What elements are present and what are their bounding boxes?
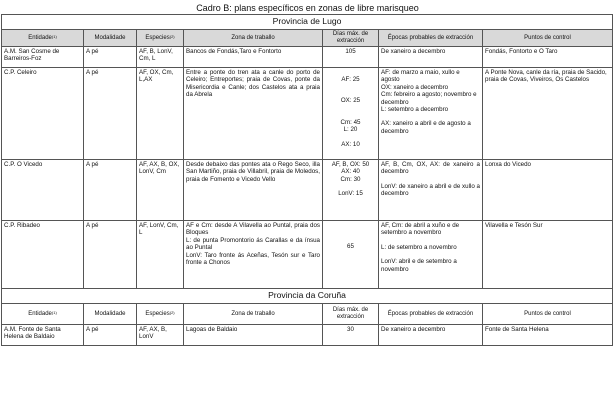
- cell-epocas: [379, 221, 483, 289]
- dias-item: AF, B, OX: 50: [331, 161, 370, 168]
- table-row: [2, 325, 613, 346]
- table-row: [2, 68, 613, 160]
- dias-item: L: 20: [343, 126, 358, 134]
- cell-modalidade: A pé: [84, 221, 137, 289]
- cell-entidade: A.M. Fonte de Santa Helena de Baldaio: [2, 325, 84, 346]
- cell-modalidade: A pé: [84, 68, 137, 160]
- header-entidade-label: Entidade: [28, 310, 52, 317]
- header-modalidade: Modalidade: [84, 304, 137, 325]
- cell-modalidade: A pé: [84, 325, 137, 346]
- cell-epocas: De xaneiro a decembro: [379, 325, 483, 346]
- epocas-item: AF, Cm: de abril a xuño e de setembro a novembro: [381, 222, 460, 237]
- cell-puntos: Fondás, Fontorto e O Taro: [483, 47, 613, 68]
- dias-item: LonV: 15: [338, 190, 363, 198]
- epocas-item: L: de setembro a novembro: [381, 243, 457, 251]
- dias-item: 65: [347, 243, 354, 250]
- province-title-lugo: Provincia de Lugo: [2, 15, 613, 30]
- header-modalidade: Modalidade: [84, 30, 137, 47]
- cell-dias: [323, 160, 379, 221]
- table-row: [2, 221, 613, 289]
- header-entidade: [2, 30, 84, 47]
- cell-dias: 30: [323, 325, 379, 346]
- header-zona: Zona de traballo: [184, 30, 323, 47]
- header-puntos: Puntos de control: [483, 30, 613, 47]
- header-entidade-label: Entidade: [28, 34, 52, 41]
- epocas-item: LonV: de xaneiro a abril e de xullo a decembro: [381, 182, 480, 198]
- province-header-lugo: [2, 15, 613, 30]
- cell-especies: AF, B, LonV, Cm, L: [137, 47, 184, 68]
- cell-modalidade: A pé: [84, 47, 137, 68]
- cell-entidade: C.P. O Vicedo: [2, 160, 84, 221]
- header-dias: Días máx. de extracción: [323, 30, 379, 47]
- cell-modalidade: A pé: [84, 160, 137, 221]
- cell-puntos: Vilavella e Tesón Sur: [483, 221, 613, 289]
- header-puntos: Puntos de control: [483, 304, 613, 325]
- epocas-item: OX: xaneiro a decembro: [381, 83, 449, 91]
- cell-especies: AF, LonV, Cm, L: [137, 221, 184, 289]
- zona-item: AF e Cm: desde A Vilavella ao Puntal, praia dos Bloques: [186, 222, 320, 237]
- header-dias: Días máx. de extracción: [323, 304, 379, 325]
- dias-item: Cm: 30: [340, 175, 361, 183]
- zona-item: LonV: Taro fronte ás Aceñas, Tesón sur e Taro fronte a Chonos: [186, 251, 320, 267]
- cell-puntos: Lonxa do Vicedo: [483, 160, 613, 221]
- cell-epocas: [379, 68, 483, 160]
- province-header-coruna: [2, 289, 613, 304]
- table-row: [2, 160, 613, 221]
- dias-item: AX: 10: [341, 140, 360, 148]
- cell-entidade: C.P. Ribadeo: [2, 221, 84, 289]
- column-header-row: [2, 30, 613, 47]
- epocas-item: LonV: abril e de setembro a novembro: [381, 258, 457, 273]
- header-especies: [137, 304, 184, 325]
- header-epocas: Épocas probables de extracción: [379, 304, 483, 325]
- cell-zona: [184, 221, 323, 289]
- cell-puntos: Fonte de Santa Helena: [483, 325, 613, 346]
- header-especies-label: Especies: [145, 310, 170, 317]
- header-especies: [137, 30, 184, 47]
- cell-entidade: C.P. Celeiro: [2, 68, 84, 160]
- epocas-item: AF, B, Cm, OX, AX: de xaneiro a decembro: [381, 161, 480, 176]
- cell-dias: [323, 68, 379, 160]
- header-entidade-note: (1): [51, 33, 57, 39]
- cell-especies: AF, AX, B, LonV: [137, 325, 184, 346]
- cell-epocas: [379, 160, 483, 221]
- cell-especies: AF, OX, Cm, L,AX: [137, 68, 184, 160]
- column-header-row: [2, 304, 613, 325]
- zona-item: L: de punta Promontorio ás Carallas e da ínsua ao Puntal: [186, 236, 320, 252]
- plans-table: [1, 14, 613, 346]
- cell-especies: AF, AX, B, OX, LonV, Cm: [137, 160, 184, 221]
- dias-item: Cm: 45: [340, 118, 361, 126]
- header-entidade: [2, 304, 84, 325]
- header-especies-note: (2): [169, 33, 175, 39]
- dias-item: AX: 40: [341, 168, 360, 176]
- header-especies-label: Especies: [145, 34, 170, 41]
- province-title-coruna: Provincia da Coruña: [2, 289, 613, 304]
- epocas-item: L: setembro a decembro: [381, 106, 449, 114]
- table-caption: Cadro B: plans específicos en zonas de libre marisqueo: [196, 3, 419, 13]
- epocas-item: Cm: febreiro a agosto; novembro e decembro: [381, 91, 477, 106]
- epocas-item: AX: xaneiro a abril e de agosto a decembro: [381, 120, 471, 135]
- table-row: [2, 47, 613, 68]
- header-especies-note: (2): [169, 309, 175, 315]
- cell-entidade: A.M. San Cosme de Barreiros-Foz: [2, 47, 84, 68]
- cell-zona: Lagoas de Baldaio: [184, 325, 323, 346]
- cell-dias: 105: [323, 47, 379, 68]
- cell-zona: Bancos de Fondás,Taro e Fontorto: [184, 47, 323, 68]
- dias-item: OX: 25: [340, 97, 361, 105]
- epocas-item: AF: de marzo a maio, xullo e agosto: [381, 69, 460, 84]
- header-entidade-note: (1): [51, 309, 57, 315]
- header-epocas: Épocas probables de extracción: [379, 30, 483, 47]
- cell-puntos: A Ponte Nova, canle da ría, praia de Sacido, praia de Covas, Viveiros, Os Castelos: [483, 68, 613, 160]
- cell-zona: Entre a ponte do tren ata a canle do porto de Celeiro; Entreportes; praia de Covas, ponte da Misericordia e Canle; dos Castelos ata a praia da Abrela: [184, 68, 323, 160]
- cell-epocas: De xaneiro a decembro: [379, 47, 483, 68]
- dias-item: AF: 25: [341, 76, 360, 83]
- cell-dias: [323, 221, 379, 289]
- header-zona: Zona de traballo: [184, 304, 323, 325]
- cell-zona: Desde debaixo das pontes ata o Rego Seco, illa San Martiño, praia de Villabril, praia de Moledos, praia de Fomento e Vicedo Vello: [184, 160, 323, 221]
